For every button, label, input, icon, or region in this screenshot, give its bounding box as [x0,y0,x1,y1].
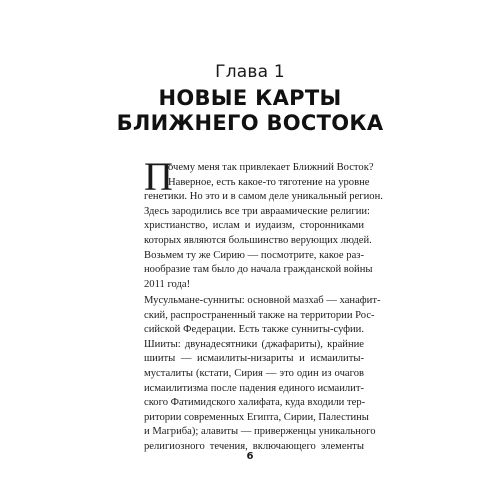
text-line: мусталиты (кстати, Сирия — это один из очагов [144,367,364,379]
text-line: очему меня так привлекает Ближний Восток? [168,162,374,173]
paragraph-intro [144,161,383,292]
text-line: которых являются большинство верующих людей. [144,234,372,246]
text-line: Возьмем ту же Сирию — посмотрите, какое раз- [144,249,364,261]
chapter-label: Глава 1 [215,62,285,82]
drop-cap: П [144,154,173,199]
text-line: ский, распространенный также на территории Рос- [144,309,375,321]
text-line: Здесь зародились все три авраамические религии: [144,205,370,217]
text-line: ского Фатимидского халифата, куда входили тер- [144,397,366,409]
text-line: религиозного течения, включающего элементы [144,440,364,452]
text-line: и Магриба); алавиты — приверженцы уникального [144,426,376,438]
paragraph-religions [144,294,381,455]
text-line: нообразие там было до начала гражданской войны [144,264,373,276]
chapter-title [0,86,500,136]
text-line: ритории современных Египта, Сирии, Палестины [144,411,369,423]
text-line: сийской Федерации. Есть также сунниты-суфии. [144,324,364,336]
text-line: генетики. Но это и в самом деле уникальный регион. [144,191,383,203]
text-line: 2011 года! [144,278,191,290]
chapter-title-line: НОВЫЕ КАРТЫ [158,86,342,110]
text-line: исмаилитизма после падения единого исмаилит- [144,382,364,394]
text-line: Шииты: двунадесятники (джафариты), крайние [144,338,364,350]
page-number: 6 [246,451,254,462]
text-line: христианство, ислам и иудаизм, сторонниками [144,220,364,232]
text-line: Наверное, есть какое-то тяготение на уровне [168,176,370,188]
text-line: шииты — исмаилиты-низариты и исмаилиты- [144,353,364,365]
text-line: Мусульмане-сунниты: основной мазхаб — ханафит- [144,295,381,306]
chapter-title-line: БЛИЖНЕГО ВОСТОКА [116,111,384,135]
